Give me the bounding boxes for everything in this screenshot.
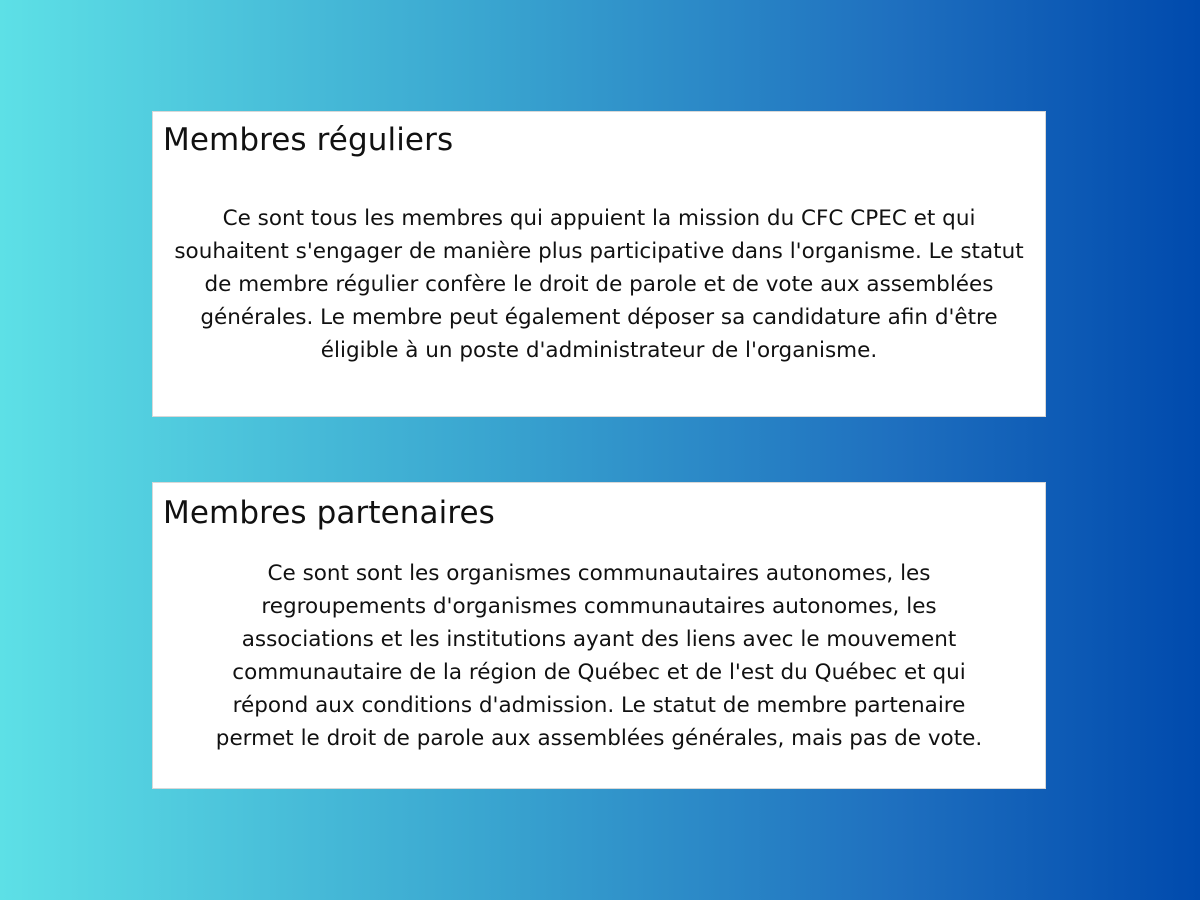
partner-members-description: Ce sont sont les organismes communautaires autonomes, les regroupements d'organismes communautaires autonomes, les associations et les institutions ayant des liens avec le mouvement communautaire de la région de Québec et de l'est du Québec et qui répond aux conditions d'admission. Le statut de membre partenaire permet le droit de parole aux assemblées générales, mais pas de vote. bbox=[215, 561, 983, 751]
regular-members-description: Ce sont tous les membres qui appuient la mission du CFC CPEC et qui souhaitent s'engager de manière plus participative dans l'organisme. Le statut de membre régulier confère le droit de parole et de vote aux assemblées générales. Le membre peut également déposer sa candidature afin d'être éligible à un poste d'administrateur de l'organisme. bbox=[174, 206, 1024, 363]
partner-members-title: Membres partenaires bbox=[163, 495, 495, 531]
regular-members-title: Membres réguliers bbox=[163, 122, 454, 158]
partner-members-card bbox=[152, 482, 1046, 789]
regular-members-card bbox=[152, 111, 1046, 417]
